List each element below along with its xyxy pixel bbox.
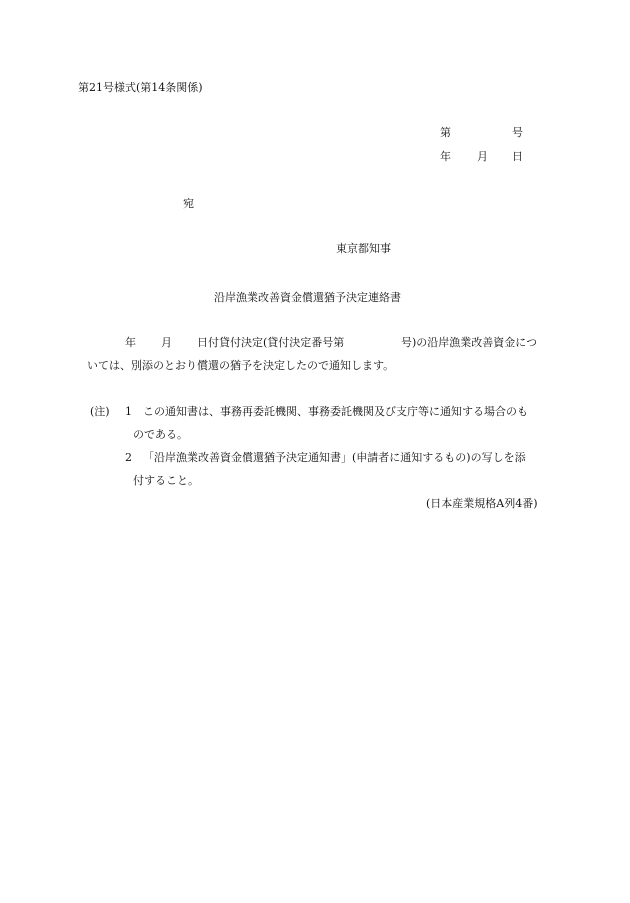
note-2-number: 2 — [125, 451, 132, 464]
note-2-line-2: 付すること。 — [133, 474, 199, 487]
body-line-2: いては、別添のとおり償還の猶予を決定したので通知します。 — [87, 359, 395, 372]
document-number-label: 第 — [440, 126, 451, 139]
paper-size-note: (日本産業規格A列4番) — [426, 497, 538, 510]
sender: 東京都知事 — [336, 242, 391, 255]
date-year: 年 — [440, 150, 451, 163]
notes-label: (注) — [90, 405, 110, 418]
note-1-line-2: のである。 — [133, 428, 188, 441]
date-month: 月 — [477, 150, 488, 163]
note-1-line-1: この通知書は、事務再委託機関、事務委託機関及び支庁等に通知する場合のも — [143, 405, 528, 418]
body-decision: 日付貸付決定(貸付決定番号第 — [197, 336, 345, 349]
form-number: 第21号様式(第14条関係) — [78, 81, 203, 94]
document-title: 沿岸漁業改善資金償還猶予決定連絡書 — [214, 291, 401, 304]
body-tail: 号)の沿岸漁業改善資金につ — [401, 336, 538, 349]
date-day: 日 — [512, 150, 523, 163]
document-number-suffix: 号 — [512, 126, 523, 139]
note-1-number: 1 — [125, 405, 132, 418]
body-year: 年 — [125, 336, 136, 349]
note-2-line-1: 「沿岸漁業改善資金償還猶予決定通知書」(申請者に通知するもの)の写しを添 — [143, 451, 526, 464]
body-month: 月 — [161, 336, 172, 349]
addressee: 宛 — [183, 197, 194, 210]
